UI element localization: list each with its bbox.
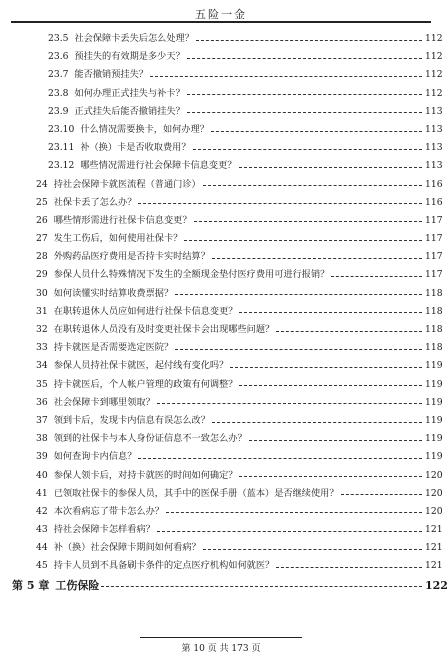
toc-entry[interactable] bbox=[0, 430, 442, 448]
toc-entry-number: 23.6 bbox=[48, 51, 69, 63]
toc-entry[interactable] bbox=[0, 157, 442, 175]
toc-dot-leader bbox=[212, 258, 422, 259]
footer-rule bbox=[140, 637, 302, 638]
toc-dot-leader bbox=[239, 476, 422, 477]
toc-entry-line bbox=[48, 157, 424, 175]
toc-entry-title: 在职转退休人员应如何进行社保卡信息变更？ bbox=[53, 305, 238, 317]
toc-entry-number: 23.12 bbox=[48, 160, 75, 172]
toc-entry-page: 121 bbox=[425, 524, 443, 536]
toc-entry-line bbox=[36, 412, 424, 430]
toc-entry-line bbox=[36, 394, 424, 412]
toc-entry[interactable] bbox=[0, 194, 442, 212]
toc-entry-line bbox=[36, 303, 424, 321]
toc-entry-title: 持卡就医后，个人帐户管理的政策有何调整？ bbox=[53, 378, 238, 390]
toc-entry-number: 42 bbox=[36, 505, 48, 517]
toc-dot-leader bbox=[138, 458, 422, 459]
toc-entry-page: 112 bbox=[425, 87, 443, 99]
toc-entry-title: 补（换）卡是否收取费用？ bbox=[80, 142, 191, 154]
toc-entry[interactable] bbox=[0, 303, 442, 321]
toc-entry-line bbox=[36, 503, 424, 521]
toc-entry-title: 如何办理正式挂失与补卡？ bbox=[74, 87, 185, 99]
toc-entry[interactable] bbox=[0, 557, 442, 575]
toc-entry-page: 118 bbox=[425, 287, 443, 299]
toc-entry-page: 120 bbox=[425, 469, 443, 481]
toc-entry-line bbox=[36, 285, 424, 303]
toc-entry-page: 119 bbox=[425, 396, 443, 408]
toc-entry-line bbox=[36, 176, 424, 194]
toc-entry-title: 持卡就医是否需要选定医院？ bbox=[53, 342, 174, 354]
toc-entry-page: 113 bbox=[425, 123, 443, 135]
toc-entry-number: 32 bbox=[36, 324, 48, 335]
toc-entry-title: 社会保障卡到哪里领取？ bbox=[53, 396, 155, 408]
toc-entry-line bbox=[12, 576, 424, 596]
toc-entry-line bbox=[36, 485, 424, 503]
toc-entry-title: 参保人员什么特殊情况下发生的全额现金垫付医疗费用可进行报销？ bbox=[53, 269, 330, 281]
toc-entry-number: 23.8 bbox=[48, 87, 69, 99]
toc-entry-number: 23.5 bbox=[48, 33, 69, 44]
toc-entry-title: 持卡人员到不具备刷卡条件的定点医疗机构如何就医？ bbox=[53, 560, 275, 572]
toc-dot-leader bbox=[203, 185, 422, 186]
toc-entry-number: 28 bbox=[36, 251, 48, 263]
toc-entry-title: 哪些情形需进行社保卡信息变更？ bbox=[53, 214, 192, 226]
toc-entry-line bbox=[36, 339, 424, 357]
toc-entry-line bbox=[36, 194, 424, 212]
toc-dot-leader bbox=[187, 94, 422, 95]
toc-entry[interactable] bbox=[0, 139, 442, 157]
toc-entry[interactable] bbox=[0, 357, 442, 375]
toc-entry-page: 116 bbox=[425, 178, 443, 190]
toc-dot-leader bbox=[212, 422, 422, 423]
toc-entry-number: 23.10 bbox=[48, 123, 75, 135]
toc-entry-title: 能否撤销预挂失？ bbox=[74, 69, 148, 81]
toc-entry-title: 本次看病忘了带卡怎么办？ bbox=[53, 505, 164, 517]
toc-entry-line bbox=[36, 539, 424, 557]
toc-dot-leader bbox=[331, 276, 422, 277]
toc-entry-page: 113 bbox=[425, 160, 443, 172]
toc-entry-line bbox=[36, 376, 424, 394]
toc-entry-page: 119 bbox=[425, 378, 443, 390]
toc-entry-title: 外购药品医疗费用是否持卡实时结算？ bbox=[53, 251, 210, 263]
toc-entry[interactable] bbox=[0, 266, 442, 284]
toc-dot-leader bbox=[101, 586, 422, 587]
toc-entry-number: 39 bbox=[36, 451, 48, 463]
toc-entry-number: 43 bbox=[36, 524, 48, 536]
page-footer: 第 10 页 共 173 页 bbox=[181, 644, 261, 654]
toc-entry-line bbox=[36, 467, 424, 485]
toc-entry-title: 工伤保险 bbox=[55, 578, 100, 592]
toc-dot-leader bbox=[196, 40, 422, 41]
toc-entry[interactable] bbox=[0, 521, 442, 539]
toc-entry[interactable] bbox=[0, 48, 442, 66]
toc-entry[interactable] bbox=[0, 485, 442, 503]
toc-entry-title: 如何读懂实时结算收费票据？ bbox=[53, 287, 174, 299]
toc-dot-leader bbox=[249, 440, 422, 441]
toc-entry-title: 什么情况需要换卡，如何办理？ bbox=[80, 123, 209, 135]
toc-entry-title: 领到的社保卡与本人身份证信息不一致怎么办？ bbox=[53, 433, 247, 445]
toc-entry-number: 30 bbox=[36, 287, 48, 299]
toc-dot-leader bbox=[187, 112, 422, 113]
toc-dot-leader bbox=[203, 549, 422, 550]
toc-entry[interactable] bbox=[0, 230, 442, 248]
toc-entry-number: 40 bbox=[36, 469, 48, 481]
toc-entry-title: 补（换）社会保障卡期间如何看病？ bbox=[53, 542, 201, 554]
toc-entry-line bbox=[36, 521, 424, 539]
toc-entry[interactable] bbox=[0, 66, 442, 84]
toc-entry-line bbox=[36, 448, 424, 466]
toc-entry[interactable] bbox=[0, 503, 442, 521]
toc-entry-title: 在职转退休人员没有及时变更社保卡会出现哪些问题？ bbox=[53, 324, 275, 335]
toc-entry-number: 31 bbox=[36, 305, 48, 317]
toc-entry-page: 118 bbox=[425, 324, 443, 335]
toc-entry-page: 118 bbox=[425, 305, 443, 317]
toc-entry-page: 122 bbox=[425, 578, 448, 592]
toc-dot-leader bbox=[138, 203, 422, 204]
toc-entry-line bbox=[36, 430, 424, 448]
toc-entry-number: 27 bbox=[36, 233, 48, 245]
running-header: 五险一金 bbox=[195, 8, 247, 21]
toc-entry-number: 37 bbox=[36, 414, 48, 426]
toc-entry[interactable] bbox=[0, 376, 442, 394]
toc-entry-number: 29 bbox=[36, 269, 48, 281]
toc-dot-leader bbox=[276, 331, 422, 332]
toc-entry-number: 23.7 bbox=[48, 69, 69, 81]
toc-entry-line bbox=[36, 321, 424, 339]
toc-entry[interactable] bbox=[0, 321, 442, 339]
toc-entry-number: 26 bbox=[36, 214, 48, 226]
toc-entry-line bbox=[36, 266, 424, 284]
toc-dot-leader bbox=[230, 367, 422, 368]
toc-entry[interactable] bbox=[0, 248, 442, 266]
toc-entry-number: 34 bbox=[36, 360, 48, 372]
toc-entry-title: 持社会保障卡怎样看病？ bbox=[53, 524, 155, 536]
toc-entry-title: 发生工伤后，如何使用社保卡？ bbox=[53, 233, 183, 245]
toc-entry[interactable] bbox=[0, 412, 442, 430]
toc-entry[interactable] bbox=[0, 467, 442, 485]
table-of-contents bbox=[0, 30, 448, 596]
toc-dot-leader bbox=[211, 131, 422, 132]
toc-entry-page: 112 bbox=[425, 51, 443, 63]
toc-dot-leader bbox=[239, 385, 422, 386]
toc-chapter-entry[interactable] bbox=[0, 576, 448, 596]
toc-entry-page: 117 bbox=[425, 269, 443, 281]
toc-entry[interactable] bbox=[0, 285, 442, 303]
toc-dot-leader bbox=[166, 512, 422, 513]
toc-entry-title: 正式挂失后能否撤销挂失？ bbox=[74, 105, 185, 117]
toc-entry-title: 持社会保障卡就医流程（普通门诊） bbox=[53, 178, 201, 190]
toc-entry-page: 112 bbox=[425, 69, 443, 81]
toc-entry-page: 117 bbox=[425, 214, 443, 226]
toc-entry-line bbox=[36, 557, 424, 575]
toc-entry-number: 45 bbox=[36, 560, 48, 572]
toc-entry-page: 112 bbox=[425, 33, 443, 44]
toc-dot-leader bbox=[157, 531, 422, 532]
toc-entry-line bbox=[48, 103, 424, 121]
toc-entry[interactable] bbox=[0, 103, 442, 121]
toc-dot-leader bbox=[194, 221, 422, 222]
toc-entry-title: 参保人员持社保卡就医，起付线有变化吗？ bbox=[53, 360, 229, 372]
toc-entry-page: 120 bbox=[425, 505, 443, 517]
toc-dot-leader bbox=[187, 58, 422, 59]
toc-entry-title: 已领取社保卡的参保人员，其手中的医保手册（蓝本）是否继续使用？ bbox=[53, 487, 339, 499]
toc-entry-page: 119 bbox=[425, 451, 443, 463]
toc-entry[interactable] bbox=[0, 121, 442, 139]
toc-entry-number: 35 bbox=[36, 378, 48, 390]
toc-entry-number: 41 bbox=[36, 487, 48, 499]
toc-entry-page: 117 bbox=[425, 233, 443, 245]
toc-dot-leader bbox=[276, 567, 422, 568]
toc-entry[interactable] bbox=[0, 176, 442, 194]
toc-entry[interactable] bbox=[0, 30, 442, 48]
toc-entry-line bbox=[48, 48, 424, 66]
toc-entry-line bbox=[36, 212, 424, 230]
toc-dot-leader bbox=[341, 494, 422, 495]
toc-dot-leader bbox=[184, 240, 422, 241]
toc-entry-line bbox=[48, 66, 424, 84]
header-rule bbox=[11, 21, 431, 23]
toc-entry-line bbox=[48, 121, 424, 139]
toc-entry-title: 社会保障卡丢失后怎么处理？ bbox=[74, 33, 194, 44]
toc-entry-page: 113 bbox=[425, 142, 443, 154]
toc-dot-leader bbox=[239, 312, 422, 313]
toc-entry-number: 38 bbox=[36, 433, 48, 445]
toc-entry-page: 118 bbox=[425, 342, 443, 354]
toc-entry-page: 119 bbox=[425, 414, 443, 426]
toc-entry[interactable] bbox=[0, 394, 442, 412]
toc-entry-title: 哪些情况需进行社会保障卡信息变更？ bbox=[80, 160, 237, 172]
toc-entry-line bbox=[48, 139, 424, 157]
toc-entry-line bbox=[48, 85, 424, 103]
toc-entry-page: 121 bbox=[425, 560, 443, 572]
toc-entry-page: 120 bbox=[425, 487, 443, 499]
toc-entry-title: 领到卡后，发现卡内信息有误怎么改？ bbox=[53, 414, 210, 426]
toc-dot-leader bbox=[193, 149, 422, 150]
toc-entry-number: 33 bbox=[36, 342, 48, 354]
toc-entry-page: 121 bbox=[425, 542, 443, 554]
toc-entry[interactable] bbox=[0, 539, 442, 557]
toc-entry-page: 113 bbox=[425, 105, 443, 117]
toc-dot-leader bbox=[150, 76, 422, 77]
toc-entry-title: 社保卡丢了怎么办？ bbox=[53, 196, 137, 208]
toc-entry[interactable] bbox=[0, 212, 442, 230]
toc-entry-number: 23.9 bbox=[48, 105, 69, 117]
toc-entry-page: 119 bbox=[425, 433, 443, 445]
toc-entry-page: 119 bbox=[425, 360, 443, 372]
toc-entry-number: 25 bbox=[36, 196, 48, 208]
toc-entry-line bbox=[36, 357, 424, 375]
toc-dot-leader bbox=[157, 403, 422, 404]
toc-entry-number: 24 bbox=[36, 178, 48, 190]
toc-entry-page: 117 bbox=[425, 251, 443, 263]
toc-dot-leader bbox=[239, 167, 423, 168]
toc-dot-leader bbox=[175, 294, 422, 295]
toc-entry[interactable] bbox=[0, 85, 442, 103]
toc-entry-line bbox=[36, 230, 424, 248]
toc-entry-line bbox=[36, 248, 424, 266]
toc-entry-title: 参保人领卡后，对持卡就医的时间如何确定？ bbox=[53, 469, 238, 481]
toc-entry-line bbox=[48, 30, 424, 48]
toc-entry[interactable] bbox=[0, 339, 442, 357]
toc-entry-page: 116 bbox=[425, 196, 443, 208]
toc-entry-title: 如何查询卡内信息？ bbox=[53, 451, 137, 463]
toc-entry-number: 第 5 章 bbox=[12, 578, 50, 592]
toc-entry-number: 36 bbox=[36, 396, 48, 408]
toc-entry-title: 预挂失的有效期是多少天？ bbox=[74, 51, 185, 63]
toc-entry[interactable] bbox=[0, 448, 442, 466]
toc-dot-leader bbox=[175, 349, 422, 350]
toc-entry-number: 44 bbox=[36, 542, 48, 554]
toc-entry-number: 23.11 bbox=[48, 142, 75, 154]
